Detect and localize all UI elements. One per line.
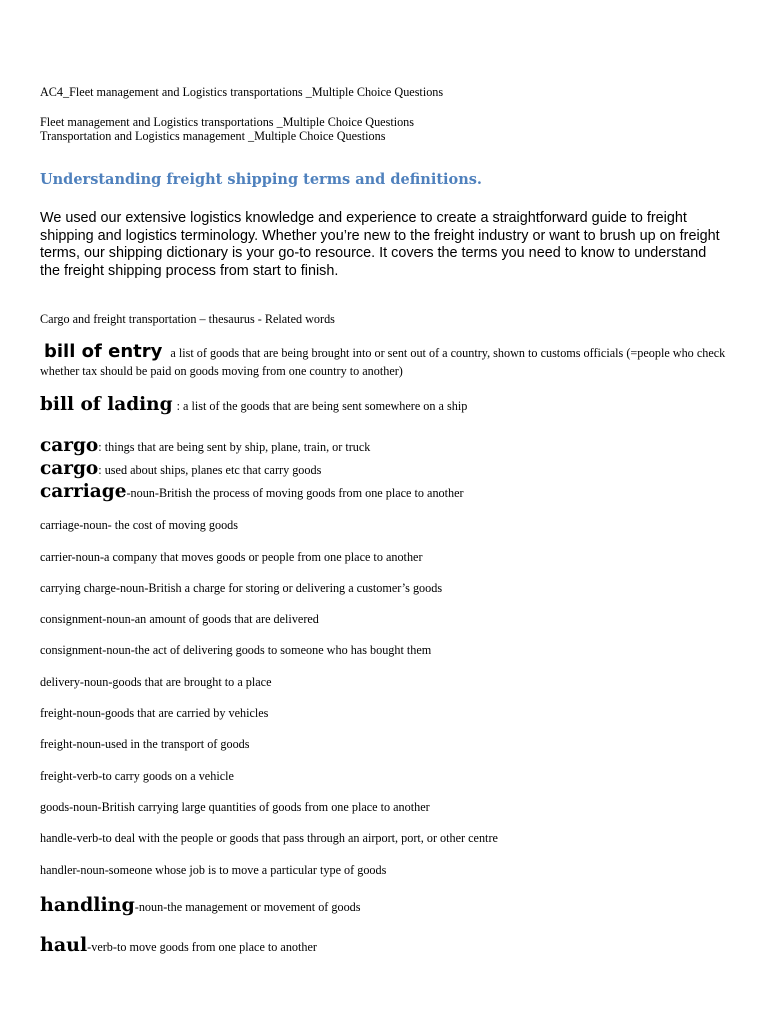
term-word: haul <box>40 934 88 956</box>
term-word: cargo <box>40 435 99 456</box>
list-item: carrier-noun-a company that moves goods or people from one place to another <box>40 550 423 564</box>
term-word: bill of entry <box>44 341 163 362</box>
list-item: carrying charge-noun-British a charge for storing or delivering a customer’s goods <box>40 581 443 595</box>
term-word: handling <box>40 894 135 916</box>
term-word: bill of lading <box>40 394 173 415</box>
term-entry <box>40 894 730 916</box>
term-word: carriage <box>40 481 127 502</box>
list-item: goods-noun-British carrying large quantities of goods from one place to another <box>40 800 430 814</box>
list-item: delivery-noun-goods that are brought to a place <box>40 675 272 689</box>
header-line-3: Transportation and Logistics management _Multiple Choice Questions <box>40 129 386 143</box>
list-item: freight-noun-goods that are carried by vehicles <box>40 706 269 720</box>
term-entry <box>40 343 730 380</box>
list-item: handle-verb-to deal with the people or goods that pass through an airport, port, or other centre <box>40 831 498 845</box>
list-item: freight-verb-to carry goods on a vehicle <box>40 769 234 783</box>
term-word: cargo <box>40 458 99 479</box>
term-entry <box>40 483 730 502</box>
term-entry <box>40 396 730 415</box>
section-heading: Understanding freight shipping terms and definitions. <box>40 171 482 188</box>
header-line-2: Fleet management and Logistics transportations _Multiple Choice Questions <box>40 115 415 129</box>
list-item: consignment-noun-an amount of goods that are delivered <box>40 612 319 626</box>
term-definition: : used about ships, planes etc that carry goods <box>98 463 322 477</box>
term-entry <box>40 460 730 479</box>
term-entry <box>40 934 730 956</box>
term-definition: -verb-to move goods from one place to another <box>87 940 317 954</box>
thesaurus-label: Cargo and freight transportation – thesaurus - Related words <box>40 312 335 326</box>
term-entry <box>40 437 730 456</box>
intro-paragraph: We used our extensive logistics knowledge and experience to create a straightforward guide to freight shipping and logistics terminology. Whether you’re new to the freight industry or want to brush up on freight terms, our shipping dictionary is your go-to resource. It covers the terms you need to know to understand the freight shipping process from start to finish. <box>40 210 720 279</box>
list-item: carriage-noun- the cost of moving goods <box>40 518 238 532</box>
list-item: freight-noun-used in the transport of goods <box>40 737 250 751</box>
term-definition: -noun-the management or movement of goods <box>134 900 361 914</box>
term-definition: : a list of the goods that are being sent somewhere on a ship <box>176 399 468 413</box>
header-line-1: AC4_Fleet management and Logistics transportations _Multiple Choice Questions <box>40 85 444 99</box>
term-definition: a list of goods that are being brought into or sent out of a country, shown to customs officials (=people who check whether tax should be paid on goods moving from one country to another) <box>40 346 726 378</box>
list-item: consignment-noun-the act of delivering goods to someone who has bought them <box>40 643 432 657</box>
term-definition: -noun-British the process of moving goods from one place to another <box>126 486 464 500</box>
term-definition: : things that are being sent by ship, plane, train, or truck <box>98 440 371 454</box>
list-item: handler-noun-someone whose job is to move a particular type of goods <box>40 863 387 877</box>
